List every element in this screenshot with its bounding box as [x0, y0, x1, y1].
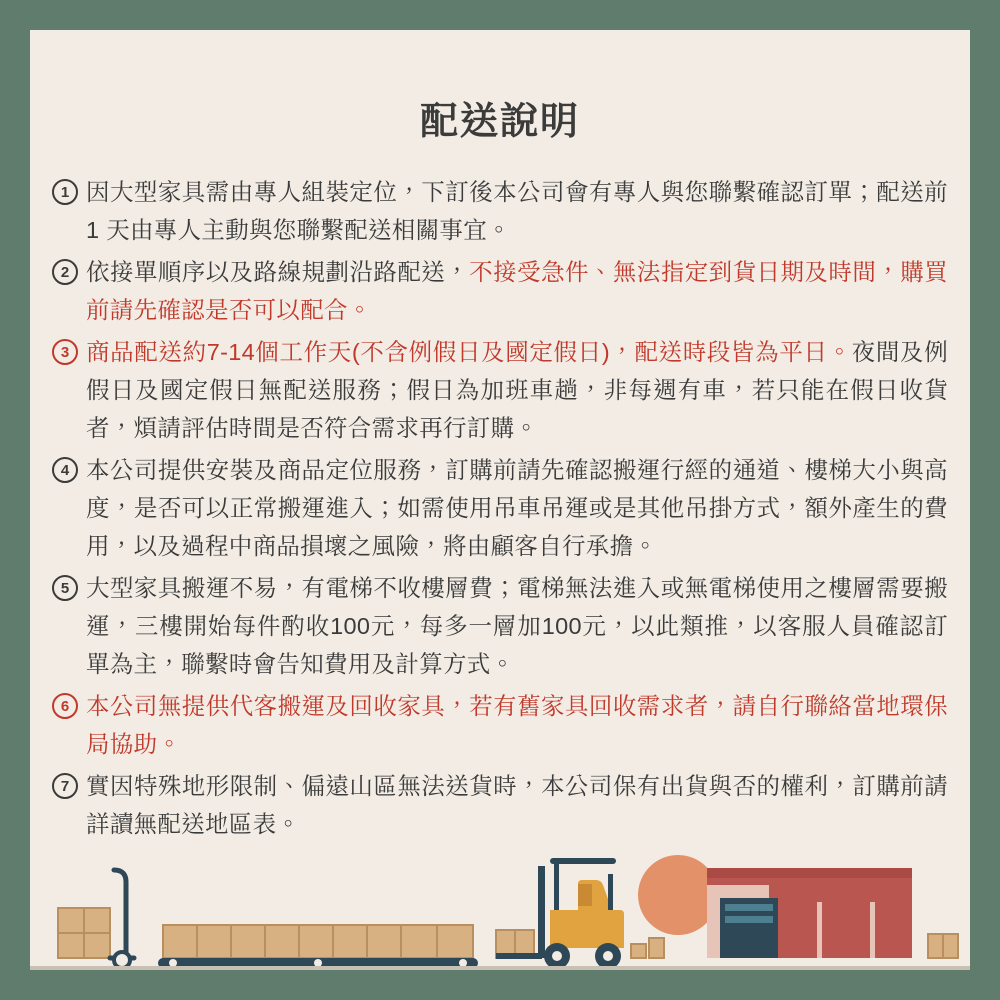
page-title: 配送說明 — [419, 101, 580, 143]
list-item — [52, 767, 948, 843]
conveyor-belt — [158, 925, 478, 968]
item-number-4: 4 — [52, 457, 78, 483]
delivery-notes-list — [30, 173, 970, 843]
item-number-7: 7 — [52, 773, 78, 799]
poster-card — [30, 30, 970, 970]
item-text-6: 本公司無提供代客搬運及回收家具，若有舊家具回收需求者，請自行聯絡當地環保局協助。 — [86, 693, 948, 757]
item-text-5: 大型家具搬運不易，有電梯不收樓層費；電梯無法進入或無電梯使用之樓層需要搬運，三樓開始每件酌收100元，每多一層加100元，以此類推，以客服人員確認訂單為主，聯繫時會告知費用及計算方式。 — [86, 575, 948, 677]
item-text-7: 實因特殊地形限制、偏遠山區無法送貨時，本公司保有出貨與否的權利，訂購前請詳讀無配送地區表。 — [86, 773, 948, 837]
item-text-4: 本公司提供安裝及商品定位服務，訂購前請先確認搬運行經的通道、樓梯大小與高度，是否可以正常搬運進入；如需使用吊車吊運或是其他吊掛方式，額外產生的費用，以及過程中商品損壞之風險，將由顧客自行承擔。 — [86, 457, 948, 559]
list-item — [52, 569, 948, 683]
list-item — [52, 333, 948, 447]
list-item — [52, 253, 948, 329]
forklift — [496, 858, 624, 969]
warehouse-building — [707, 868, 912, 958]
item-number-5: 5 — [52, 575, 78, 601]
sun-shape — [638, 855, 718, 935]
item-text-1: 因大型家具需由專人組裝定位，下訂後本公司會有專人與您聯繫確認訂單；配送前 1 天由專人主動與您聯繫配送相關事宜。 — [86, 179, 948, 243]
box-stack-right — [928, 934, 958, 958]
item-number-6: 6 — [52, 693, 78, 719]
box-small-group — [631, 938, 664, 958]
item-text-2: 依接單順序以及路線規劃沿路配送，不接受急件、無法指定到貨日期及時間，購買前請先確認是否可以配合。 — [86, 259, 948, 323]
list-item — [52, 451, 948, 565]
list-item — [52, 173, 948, 249]
item-number-1: 1 — [52, 179, 78, 205]
logistics-illustration — [30, 840, 970, 970]
item-number-3: 3 — [52, 339, 78, 365]
item-text-3: 商品配送約7-14個工作天(不含例假日及國定假日)，配送時段皆為平日。夜間及例假日及國定假日無配送服務；假日為加班車趟，非每週有車，若只能在假日收貨者，煩請評估時間是否符合需求再行訂購。 — [86, 339, 949, 441]
hand-truck — [58, 870, 134, 968]
item-number-2: 2 — [52, 259, 78, 285]
ground-line — [30, 966, 970, 970]
list-item — [52, 687, 948, 763]
